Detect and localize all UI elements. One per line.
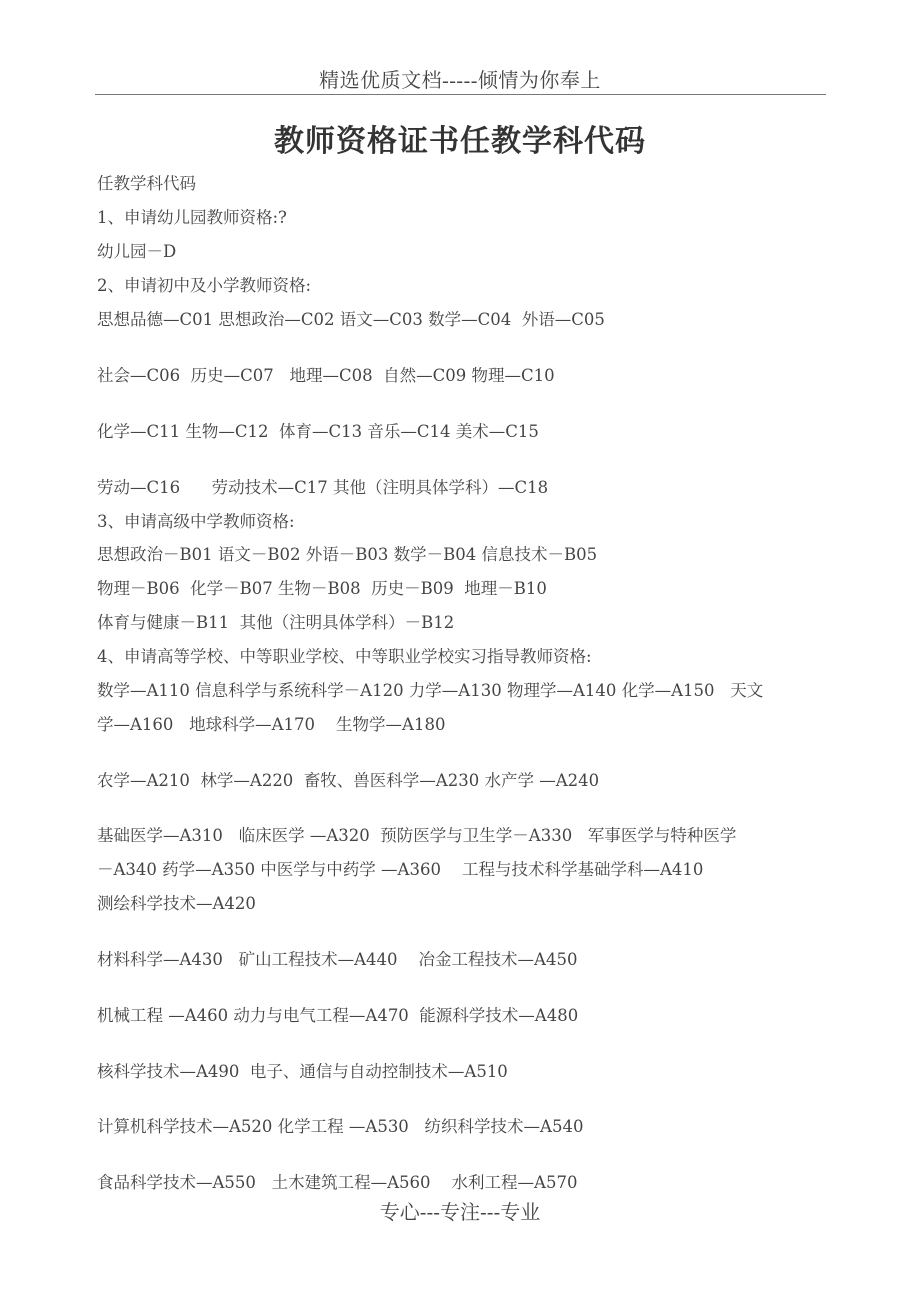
page-header: 精选优质文档-----倾情为你奉上 — [319, 70, 601, 92]
page-footer: 专心---专注---专业 — [379, 1200, 541, 1224]
document-title: 教师资格证书任教学科代码 — [274, 124, 646, 159]
text-line: 材料科学—A430 矿山工程技术—A440 冶金工程技术—A450 — [97, 950, 578, 969]
text-line: 3、申请高级中学教师资格: — [97, 512, 295, 531]
header-divider — [95, 94, 826, 95]
text-line: 测绘科学技术—A420 — [97, 894, 256, 913]
text-line: 食品科学技术—A550 土木建筑工程—A560 水利工程—A570 — [97, 1173, 578, 1192]
text-line: 1、申请幼儿园教师资格:? — [97, 208, 287, 227]
text-line: 体育与健康－B11 其他（注明具体学科）－B12 — [97, 613, 455, 632]
text-line: 机械工程 —A460 动力与电气工程—A470 能源科学技术—A480 — [97, 1006, 579, 1025]
text-line: 基础医学—A310 临床医学 —A320 预防医学与卫生学－A330 军事医学与特种医学 — [97, 826, 737, 845]
text-line: 思想政治－B01 语文－B02 外语－B03 数学－B04 信息技术－B05 — [97, 545, 598, 564]
text-line: 4、申请高等学校、中等职业学校、中等职业学校实习指导教师资格: — [97, 647, 592, 666]
text-line: 思想品德—C01 思想政治—C02 语文—C03 数学—C04 外语—C05 — [97, 310, 605, 329]
text-line: 社会—C06 历史—C07 地理—C08 自然—C09 物理—C10 — [97, 366, 555, 385]
text-line: 农学—A210 林学—A220 畜牧、兽医科学—A230 水产学 —A240 — [97, 771, 600, 790]
text-line: 学—A160 地球科学—A170 生物学—A180 — [97, 715, 446, 734]
text-line: 劳动—C16 劳动技术—C17 其他（注明具体学科）—C18 — [97, 478, 549, 497]
text-line: 化学—C11 生物—C12 体育—C13 音乐—C14 美术—C15 — [97, 422, 539, 441]
section-heading: 任教学科代码 — [97, 174, 196, 193]
text-line: 幼儿园－D — [97, 242, 177, 261]
text-line: 核科学技术—A490 电子、通信与自动控制技术—A510 — [97, 1062, 508, 1081]
text-line: 计算机科学技术—A520 化学工程 —A530 纺织科学技术—A540 — [97, 1117, 584, 1136]
text-line: 2、申请初中及小学教师资格: — [97, 276, 312, 295]
text-line: 物理－B06 化学－B07 生物－B08 历史－B09 地理－B10 — [97, 579, 547, 598]
text-line: －A340 药学—A350 中医学与中药学 —A360 工程与技术科学基础学科—A410 — [97, 860, 704, 879]
text-line: 数学—A110 信息科学与系统科学－A120 力学—A130 物理学—A140 化学—A150 天文 — [97, 681, 764, 700]
